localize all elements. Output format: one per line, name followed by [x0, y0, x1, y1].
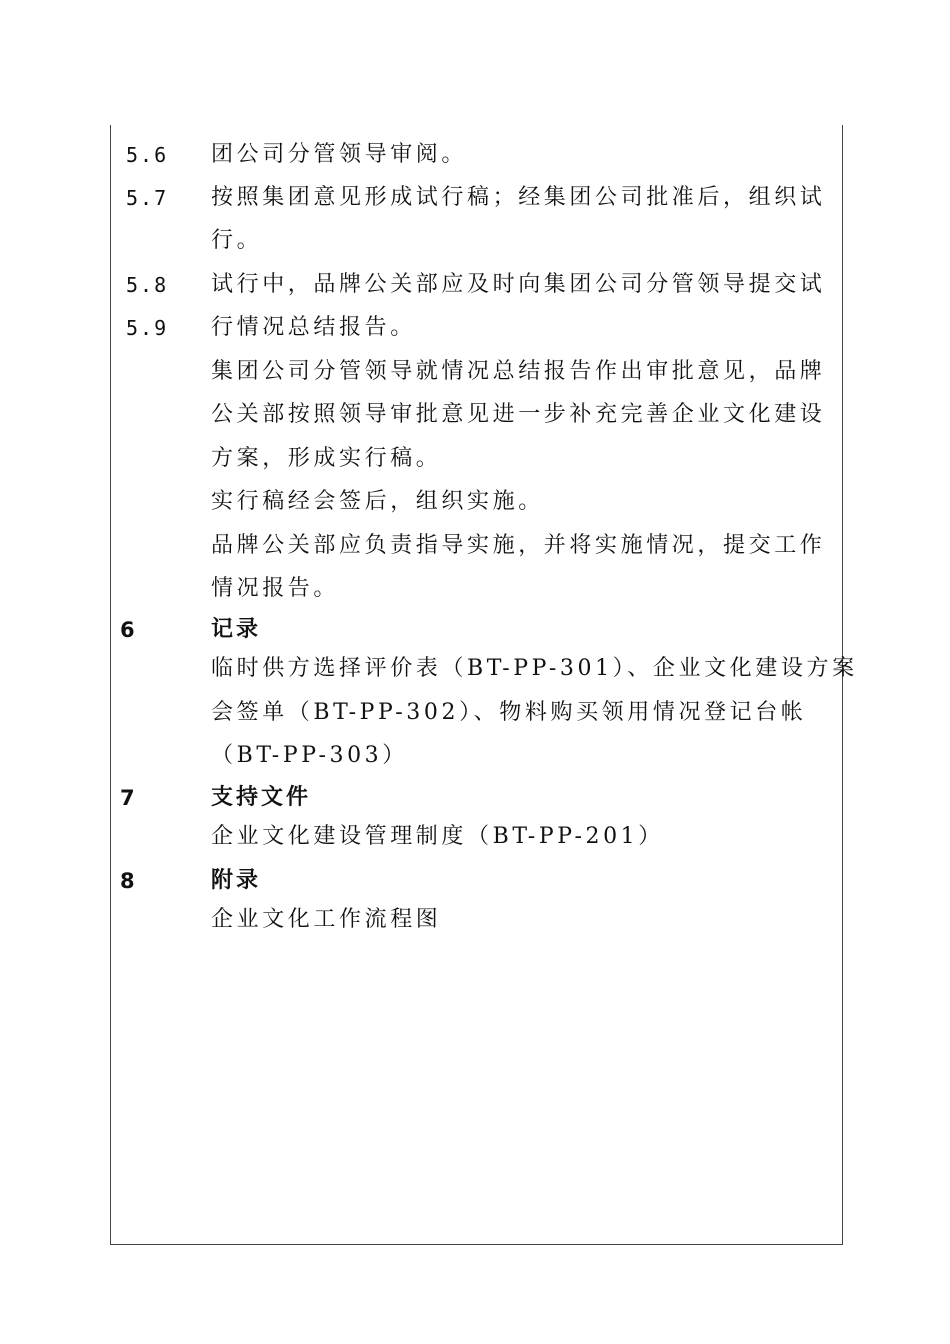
item-text: 行。 [211, 228, 263, 253]
item-text: 试行中，品牌公关部应及时向集团公司分管领导提交试 [211, 272, 826, 297]
paragraph-line: 品牌公关部应负责指导实施，并将实施情况，提交工作 [211, 533, 826, 558]
section-number: 8 [120, 869, 137, 893]
section-number: 7 [120, 786, 137, 810]
item-text: 团公司分管领导审阅。 [211, 142, 468, 167]
paragraph-line: 方案，形成实行稿。 [211, 446, 442, 471]
item-number: 5.7 [126, 186, 169, 210]
section-number: 6 [120, 618, 137, 642]
section-title: 附录 [211, 868, 262, 893]
paragraph-line: 公关部按照领导审批意见进一步补充完善企业文化建设 [211, 402, 826, 427]
section-line: （BT-PP-303） [211, 743, 408, 768]
section-title: 支持文件 [211, 785, 312, 810]
item-number: 5.8 [126, 273, 169, 297]
section-line: 企业文化建设管理制度（BT-PP-201） [211, 824, 664, 849]
item-number: 5.9 [126, 316, 169, 340]
section-line: 企业文化工作流程图 [211, 907, 442, 932]
item-text: 行情况总结报告。 [211, 315, 416, 340]
section-line: 临时供方选择评价表（BT-PP-301）、企业文化建设方案 [211, 656, 858, 681]
paragraph-line: 情况报告。 [211, 576, 340, 601]
section-title: 记录 [211, 617, 262, 642]
section-line: 会签单（BT-PP-302）、物料购买领用情况登记台帐 [211, 700, 807, 725]
paragraph-line: 集团公司分管领导就情况总结报告作出审批意见，品牌 [211, 359, 826, 384]
paragraph-line: 实行稿经会签后，组织实施。 [211, 489, 544, 514]
item-text: 按照集团意见形成试行稿；经集团公司批准后，组织试 [211, 185, 826, 210]
item-number: 5.6 [126, 143, 169, 167]
